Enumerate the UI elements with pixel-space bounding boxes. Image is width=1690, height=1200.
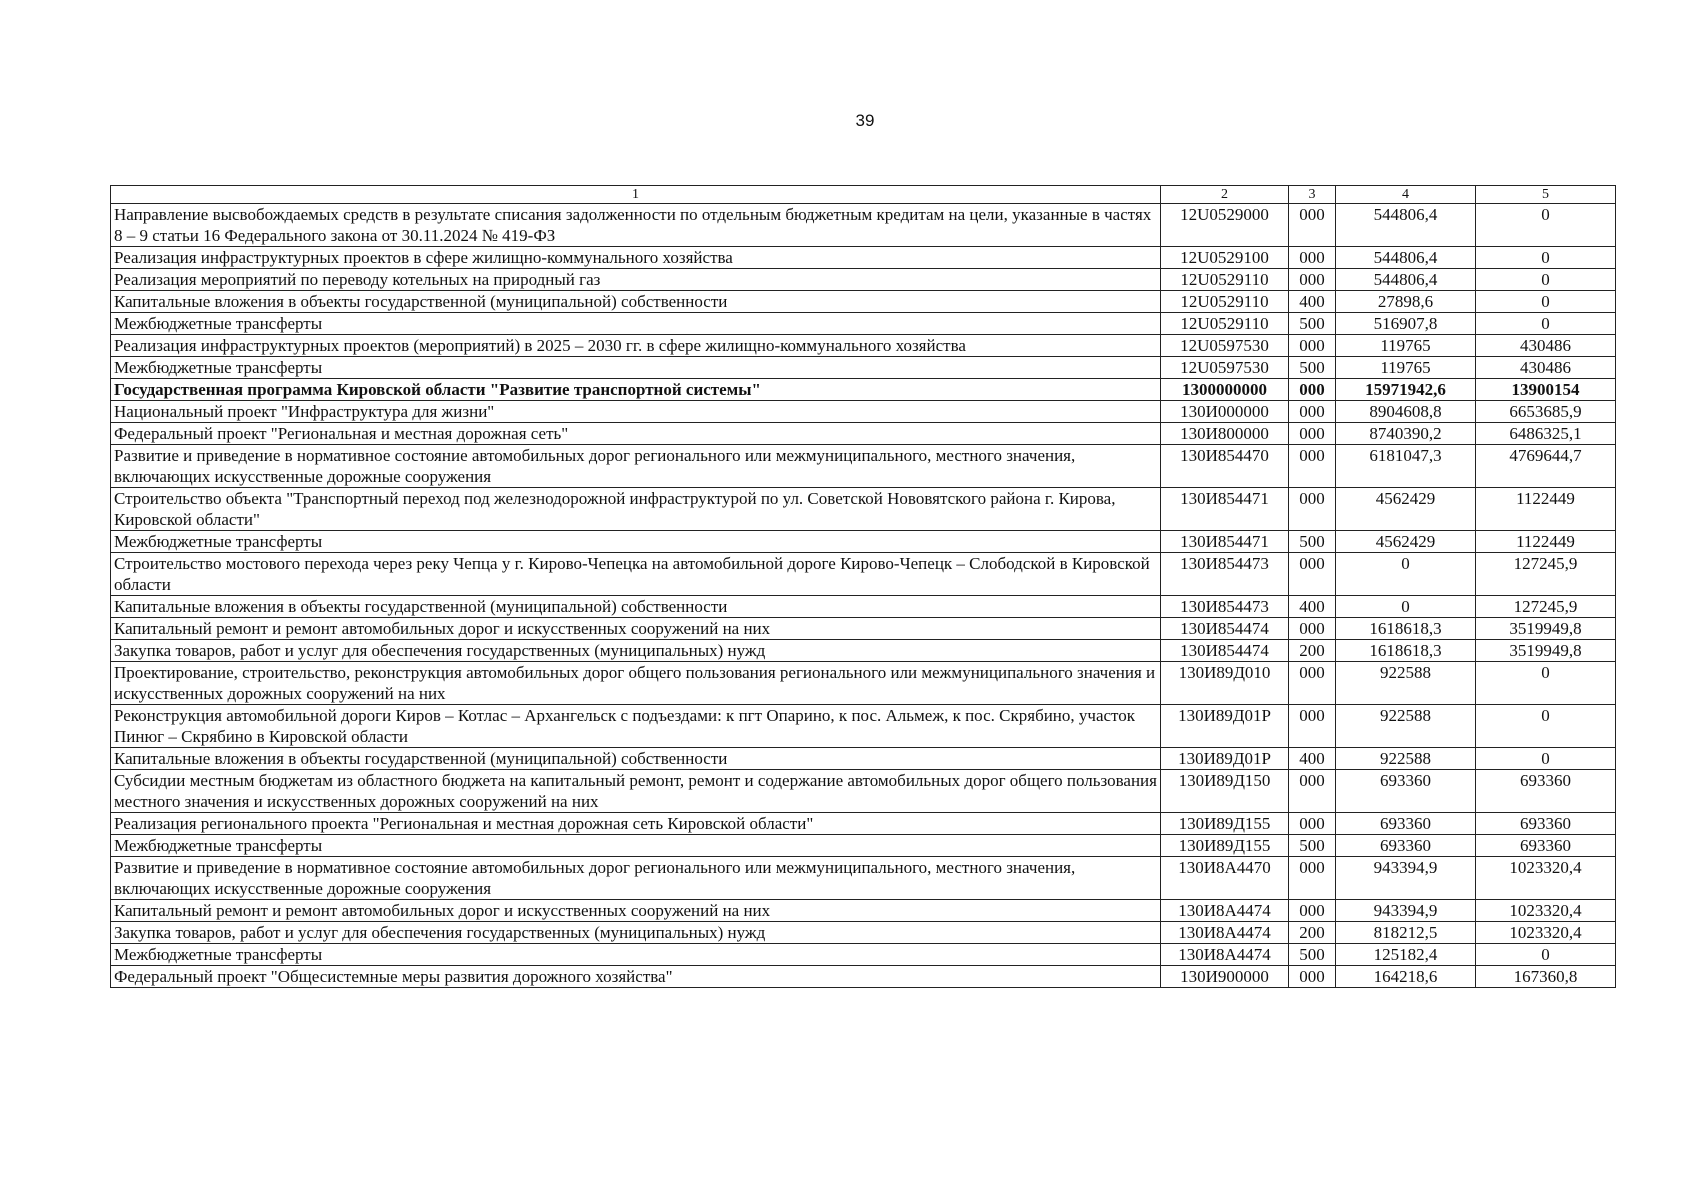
- row-value-col5-cell: 0: [1476, 662, 1616, 705]
- table-row: [111, 291, 1616, 313]
- row-value-col4-cell: 544806,4: [1336, 204, 1476, 247]
- row-name-cell: Реализация мероприятий по переводу котельных на природный газ: [111, 269, 1161, 291]
- table-header-row: [111, 186, 1616, 204]
- row-code-cell: 130И000000: [1161, 401, 1289, 423]
- row-value-col4-cell: 922588: [1336, 748, 1476, 770]
- row-value-col4-cell: 4562429: [1336, 531, 1476, 553]
- row-code-cell: 12U0529100: [1161, 247, 1289, 269]
- row-type-cell: 200: [1289, 922, 1336, 944]
- row-value-col4-cell: 119765: [1336, 357, 1476, 379]
- row-value-col5-cell: 693360: [1476, 813, 1616, 835]
- row-name-cell: Развитие и приведение в нормативное состояние автомобильных дорог регионального или межмуниципального, местного значения, включающих искусственные дорожные сооружения: [111, 445, 1161, 488]
- table-row: [111, 618, 1616, 640]
- row-name-cell: Государственная программа Кировской области "Развитие транспортной системы": [111, 379, 1161, 401]
- row-value-col4-cell: 818212,5: [1336, 922, 1476, 944]
- row-code-cell: 130И89Д155: [1161, 835, 1289, 857]
- row-value-col4-cell: 164218,6: [1336, 966, 1476, 988]
- row-value-col5-cell: 1023320,4: [1476, 922, 1616, 944]
- row-code-cell: 130И854471: [1161, 531, 1289, 553]
- row-value-col4-cell: 544806,4: [1336, 247, 1476, 269]
- row-code-cell: 130И854474: [1161, 640, 1289, 662]
- table-row: [111, 944, 1616, 966]
- row-type-cell: 000: [1289, 269, 1336, 291]
- row-value-col5-cell: 0: [1476, 291, 1616, 313]
- row-name-cell: Закупка товаров, работ и услуг для обеспечения государственных (муниципальных) нужд: [111, 922, 1161, 944]
- row-value-col5-cell: 1023320,4: [1476, 900, 1616, 922]
- row-name-cell: Межбюджетные трансферты: [111, 313, 1161, 335]
- row-code-cell: 1300000000: [1161, 379, 1289, 401]
- row-value-col4-cell: 125182,4: [1336, 944, 1476, 966]
- row-value-col5-cell: 4769644,7: [1476, 445, 1616, 488]
- row-name-cell: Межбюджетные трансферты: [111, 944, 1161, 966]
- table-row: [111, 379, 1616, 401]
- row-name-cell: Строительство объекта "Транспортный переход под железнодорожной инфраструктурой по ул. Советской Нововятского района г. Кирова, Кировской области": [111, 488, 1161, 531]
- row-name-cell: Капитальные вложения в объекты государственной (муниципальной) собственности: [111, 596, 1161, 618]
- header-cell-col2: 2: [1161, 186, 1289, 204]
- table-row: [111, 596, 1616, 618]
- row-value-col4-cell: 693360: [1336, 813, 1476, 835]
- row-code-cell: 130И89Д010: [1161, 662, 1289, 705]
- row-value-col4-cell: 1618618,3: [1336, 618, 1476, 640]
- row-value-col5-cell: 0: [1476, 944, 1616, 966]
- table-row: [111, 900, 1616, 922]
- row-code-cell: 130И854474: [1161, 618, 1289, 640]
- row-name-cell: Капитальный ремонт и ремонт автомобильных дорог и искусственных сооружений на них: [111, 900, 1161, 922]
- row-type-cell: 400: [1289, 748, 1336, 770]
- row-code-cell: 12U0529000: [1161, 204, 1289, 247]
- row-type-cell: 000: [1289, 705, 1336, 748]
- row-code-cell: 130И854473: [1161, 553, 1289, 596]
- row-value-col5-cell: 1122449: [1476, 531, 1616, 553]
- row-type-cell: 000: [1289, 335, 1336, 357]
- row-type-cell: 000: [1289, 401, 1336, 423]
- row-type-cell: 000: [1289, 445, 1336, 488]
- budget-table: [110, 185, 1616, 988]
- row-code-cell: 130И8А4474: [1161, 944, 1289, 966]
- row-name-cell: Федеральный проект "Региональная и местная дорожная сеть": [111, 423, 1161, 445]
- table-row: [111, 357, 1616, 379]
- table-row: [111, 835, 1616, 857]
- row-code-cell: 130И854470: [1161, 445, 1289, 488]
- row-name-cell: Национальный проект "Инфраструктура для жизни": [111, 401, 1161, 423]
- header-cell-col1: 1: [111, 186, 1161, 204]
- row-name-cell: Реконструкция автомобильной дороги Киров – Котлас – Архангельск с подъездами: к пгт Опарино, к пос. Альмеж, к пос. Скрябино, участок Пинюг – Скрябино в Кировской области: [111, 705, 1161, 748]
- row-type-cell: 400: [1289, 596, 1336, 618]
- row-type-cell: 000: [1289, 813, 1336, 835]
- row-name-cell: Реализация инфраструктурных проектов (мероприятий) в 2025 – 2030 гг. в сфере жилищно-коммунального хозяйства: [111, 335, 1161, 357]
- row-type-cell: 000: [1289, 488, 1336, 531]
- row-value-col4-cell: 693360: [1336, 770, 1476, 813]
- row-value-col5-cell: 13900154: [1476, 379, 1616, 401]
- row-value-col5-cell: 693360: [1476, 835, 1616, 857]
- table-row: [111, 922, 1616, 944]
- row-code-cell: 12U0529110: [1161, 291, 1289, 313]
- header-cell-col3: 3: [1289, 186, 1336, 204]
- table-row: [111, 204, 1616, 247]
- table-row: [111, 813, 1616, 835]
- table-row: [111, 269, 1616, 291]
- header-cell-col5: 5: [1476, 186, 1616, 204]
- budget-table-body: [111, 186, 1616, 988]
- header-cell-col4: 4: [1336, 186, 1476, 204]
- row-name-cell: Реализация инфраструктурных проектов в сфере жилищно-коммунального хозяйства: [111, 247, 1161, 269]
- row-value-col4-cell: 8904608,8: [1336, 401, 1476, 423]
- row-value-col5-cell: 3519949,8: [1476, 640, 1616, 662]
- page-number: 39: [855, 111, 875, 130]
- row-type-cell: 500: [1289, 944, 1336, 966]
- table-row: [111, 857, 1616, 900]
- row-code-cell: 130И8А4474: [1161, 900, 1289, 922]
- table-row: [111, 662, 1616, 705]
- table-row: [111, 445, 1616, 488]
- row-type-cell: 000: [1289, 204, 1336, 247]
- row-type-cell: 000: [1289, 618, 1336, 640]
- row-value-col5-cell: 6653685,9: [1476, 401, 1616, 423]
- row-value-col5-cell: 0: [1476, 705, 1616, 748]
- table-row: [111, 748, 1616, 770]
- row-code-cell: 12U0597530: [1161, 357, 1289, 379]
- row-value-col4-cell: 943394,9: [1336, 857, 1476, 900]
- row-value-col5-cell: 127245,9: [1476, 553, 1616, 596]
- row-value-col4-cell: 943394,9: [1336, 900, 1476, 922]
- table-row: [111, 488, 1616, 531]
- row-code-cell: 130И800000: [1161, 423, 1289, 445]
- table-row: [111, 401, 1616, 423]
- row-value-col4-cell: 6181047,3: [1336, 445, 1476, 488]
- row-value-col4-cell: 119765: [1336, 335, 1476, 357]
- row-value-col4-cell: 15971942,6: [1336, 379, 1476, 401]
- table-row: [111, 640, 1616, 662]
- row-code-cell: 130И854473: [1161, 596, 1289, 618]
- row-type-cell: 000: [1289, 423, 1336, 445]
- table-row: [111, 770, 1616, 813]
- row-code-cell: 12U0597530: [1161, 335, 1289, 357]
- row-value-col5-cell: 1023320,4: [1476, 857, 1616, 900]
- row-type-cell: 000: [1289, 379, 1336, 401]
- row-type-cell: 000: [1289, 662, 1336, 705]
- row-value-col4-cell: 0: [1336, 596, 1476, 618]
- row-type-cell: 000: [1289, 966, 1336, 988]
- row-value-col4-cell: 693360: [1336, 835, 1476, 857]
- row-code-cell: 130И89Д150: [1161, 770, 1289, 813]
- row-name-cell: Межбюджетные трансферты: [111, 357, 1161, 379]
- row-value-col4-cell: 0: [1336, 553, 1476, 596]
- row-value-col4-cell: 922588: [1336, 662, 1476, 705]
- row-code-cell: 130И8А4470: [1161, 857, 1289, 900]
- row-name-cell: Проектирование, строительство, реконструкция автомобильных дорог общего пользования регионального или межмуниципального значения и искусственных дорожных сооружений на них: [111, 662, 1161, 705]
- row-value-col5-cell: 430486: [1476, 357, 1616, 379]
- row-code-cell: 12U0529110: [1161, 269, 1289, 291]
- row-code-cell: 130И900000: [1161, 966, 1289, 988]
- row-value-col4-cell: 27898,6: [1336, 291, 1476, 313]
- row-code-cell: 130И89Д01Р: [1161, 748, 1289, 770]
- row-name-cell: Капитальные вложения в объекты государственной (муниципальной) собственности: [111, 748, 1161, 770]
- row-name-cell: Капитальный ремонт и ремонт автомобильных дорог и искусственных сооружений на них: [111, 618, 1161, 640]
- row-name-cell: Межбюджетные трансферты: [111, 835, 1161, 857]
- row-value-col5-cell: 0: [1476, 748, 1616, 770]
- row-value-col5-cell: 430486: [1476, 335, 1616, 357]
- row-name-cell: Закупка товаров, работ и услуг для обеспечения государственных (муниципальных) нужд: [111, 640, 1161, 662]
- row-name-cell: Развитие и приведение в нормативное состояние автомобильных дорог регионального или межмуниципального, местного значения, включающих искусственные дорожные сооружения: [111, 857, 1161, 900]
- row-value-col5-cell: 0: [1476, 204, 1616, 247]
- row-type-cell: 200: [1289, 640, 1336, 662]
- row-code-cell: 130И854471: [1161, 488, 1289, 531]
- row-type-cell: 000: [1289, 553, 1336, 596]
- row-type-cell: 500: [1289, 313, 1336, 335]
- row-name-cell: Строительство мостового перехода через реку Чепца у г. Кирово-Чепецка на автомобильной дороге Кирово-Чепецк – Слободской в Кировской области: [111, 553, 1161, 596]
- table-row: [111, 313, 1616, 335]
- row-value-col4-cell: 8740390,2: [1336, 423, 1476, 445]
- row-code-cell: 12U0529110: [1161, 313, 1289, 335]
- row-type-cell: 000: [1289, 857, 1336, 900]
- table-row: [111, 966, 1616, 988]
- row-type-cell: 500: [1289, 835, 1336, 857]
- row-name-cell: Реализация регионального проекта "Региональная и местная дорожная сеть Кировской области": [111, 813, 1161, 835]
- row-value-col4-cell: 922588: [1336, 705, 1476, 748]
- row-value-col5-cell: 0: [1476, 313, 1616, 335]
- row-value-col4-cell: 516907,8: [1336, 313, 1476, 335]
- row-type-cell: 500: [1289, 531, 1336, 553]
- row-value-col5-cell: 127245,9: [1476, 596, 1616, 618]
- table-row: [111, 531, 1616, 553]
- row-type-cell: 500: [1289, 357, 1336, 379]
- row-name-cell: Межбюджетные трансферты: [111, 531, 1161, 553]
- row-name-cell: Субсидии местным бюджетам из областного бюджета на капитальный ремонт, ремонт и содержание автомобильных дорог общего пользования местного значения и искусственных дорожных сооружений на них: [111, 770, 1161, 813]
- row-name-cell: Капитальные вложения в объекты государственной (муниципальной) собственности: [111, 291, 1161, 313]
- row-value-col5-cell: 167360,8: [1476, 966, 1616, 988]
- row-type-cell: 400: [1289, 291, 1336, 313]
- row-code-cell: 130И8А4474: [1161, 922, 1289, 944]
- row-code-cell: 130И89Д155: [1161, 813, 1289, 835]
- row-value-col5-cell: 1122449: [1476, 488, 1616, 531]
- row-value-col4-cell: 1618618,3: [1336, 640, 1476, 662]
- row-value-col5-cell: 3519949,8: [1476, 618, 1616, 640]
- row-name-cell: Направление высвобождаемых средств в результате списания задолженности по отдельным бюджетным кредитам на цели, указанные в частях 8 – 9 статьи 16 Федерального закона от 30.11.2024 № 419-ФЗ: [111, 204, 1161, 247]
- row-value-col5-cell: 693360: [1476, 770, 1616, 813]
- row-value-col4-cell: 4562429: [1336, 488, 1476, 531]
- row-value-col5-cell: 0: [1476, 247, 1616, 269]
- row-code-cell: 130И89Д01Р: [1161, 705, 1289, 748]
- table-row: [111, 423, 1616, 445]
- row-type-cell: 000: [1289, 770, 1336, 813]
- row-value-col5-cell: 6486325,1: [1476, 423, 1616, 445]
- table-row: [111, 553, 1616, 596]
- row-value-col4-cell: 544806,4: [1336, 269, 1476, 291]
- row-value-col5-cell: 0: [1476, 269, 1616, 291]
- row-name-cell: Федеральный проект "Общесистемные меры развития дорожного хозяйства": [111, 966, 1161, 988]
- row-type-cell: 000: [1289, 247, 1336, 269]
- table-row: [111, 335, 1616, 357]
- row-type-cell: 000: [1289, 900, 1336, 922]
- table-row: [111, 705, 1616, 748]
- table-row: [111, 247, 1616, 269]
